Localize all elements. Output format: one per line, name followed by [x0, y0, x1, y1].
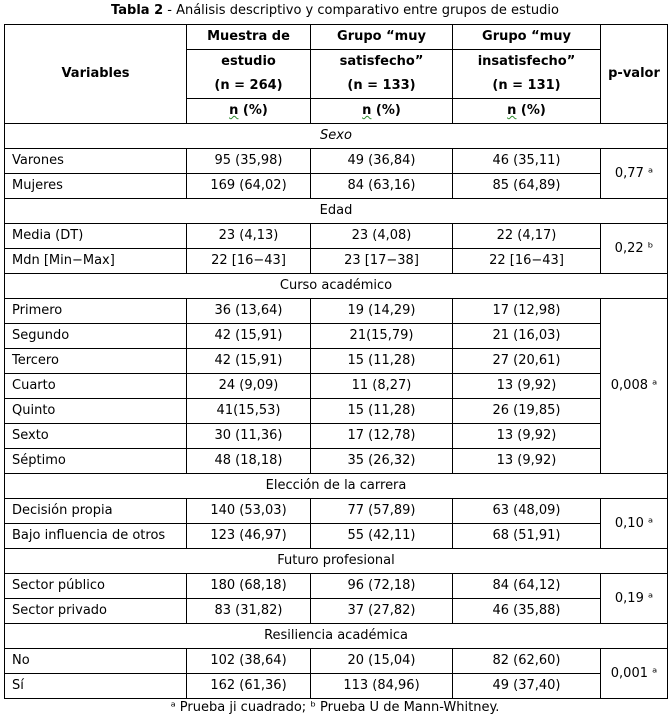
table-row [5, 449, 668, 474]
table-row [5, 649, 668, 674]
cell-insatisfecho: 13 (9,92) [453, 424, 601, 449]
row-label: No [5, 649, 187, 674]
cell-muestra: 162 (61,36) [187, 674, 311, 699]
cell-insatisfecho: 27 (20,61) [453, 349, 601, 374]
cell-satisfecho: 23 (4,08) [311, 224, 453, 249]
row-label: Media (DT) [5, 224, 187, 249]
section-title: Edad [5, 199, 668, 224]
table-caption [0, 0, 670, 22]
table-row [5, 224, 668, 249]
table-row [5, 249, 668, 274]
row-label: Primero [5, 299, 187, 324]
header-variables: Variables [5, 25, 187, 124]
table-row [5, 324, 668, 349]
table-row [5, 499, 668, 524]
header-col1-line2: estudio [187, 50, 311, 75]
unit-pct: (%) [516, 103, 546, 118]
row-label: Varones [5, 149, 187, 174]
unit-pct: (%) [371, 103, 401, 118]
header-col3-line2: insatisfecho” [453, 50, 601, 75]
cell-satisfecho: 20 (15,04) [311, 649, 453, 674]
header-col3-line3: (n = 131) [453, 74, 601, 99]
cell-muestra: 36 (13,64) [187, 299, 311, 324]
unit-n: n [507, 103, 517, 118]
cell-insatisfecho: 63 (48,09) [453, 499, 601, 524]
cell-satisfecho: 49 (36,84) [311, 149, 453, 174]
section-title: Curso académico [5, 274, 668, 299]
data-table [4, 24, 668, 699]
cell-insatisfecho: 82 (62,60) [453, 649, 601, 674]
header-unit-col3 [453, 99, 601, 124]
cell-muestra: 169 (64,02) [187, 174, 311, 199]
table-row [5, 149, 668, 174]
cell-muestra: 140 (53,03) [187, 499, 311, 524]
p-value: 0,10 ᵃ [601, 499, 668, 549]
header-col2-line2: satisfecho” [311, 50, 453, 75]
p-value: 0,001 ᵃ [601, 649, 668, 699]
cell-insatisfecho: 21 (16,03) [453, 324, 601, 349]
section-row [5, 124, 668, 149]
row-label: Sexto [5, 424, 187, 449]
table-footnote: ᵃ Prueba ji cuadrado; ᵇ Prueba U de Mann-Whitney. [170, 700, 500, 715]
section-title: Resiliencia académica [5, 624, 668, 649]
table-body [5, 124, 668, 699]
row-label: Tercero [5, 349, 187, 374]
header-unit-col1 [187, 99, 311, 124]
cell-muestra: 22 [16−43] [187, 249, 311, 274]
cell-insatisfecho: 13 (9,92) [453, 449, 601, 474]
cell-insatisfecho: 85 (64,89) [453, 174, 601, 199]
cell-satisfecho: 15 (11,28) [311, 399, 453, 424]
section-row [5, 474, 668, 499]
row-label: Sí [5, 674, 187, 699]
row-label: Quinto [5, 399, 187, 424]
cell-satisfecho: 23 [17−38] [311, 249, 453, 274]
cell-insatisfecho: 84 (64,12) [453, 574, 601, 599]
cell-muestra: 23 (4,13) [187, 224, 311, 249]
p-value: 0,77 ᵃ [601, 149, 668, 199]
cell-satisfecho: 11 (8,27) [311, 374, 453, 399]
unit-pct: (%) [238, 103, 268, 118]
cell-satisfecho: 84 (63,16) [311, 174, 453, 199]
cell-insatisfecho: 22 [16−43] [453, 249, 601, 274]
cell-muestra: 42 (15,91) [187, 324, 311, 349]
header-pvalor: p-valor [601, 25, 668, 124]
cell-insatisfecho: 46 (35,88) [453, 599, 601, 624]
row-label: Sector público [5, 574, 187, 599]
section-title: Elección de la carrera [5, 474, 668, 499]
section-row [5, 624, 668, 649]
table-row [5, 299, 668, 324]
table-row [5, 349, 668, 374]
caption-label: Tabla 2 [111, 3, 164, 18]
section-row [5, 199, 668, 224]
cell-muestra: 48 (18,18) [187, 449, 311, 474]
row-label: Séptimo [5, 449, 187, 474]
cell-muestra: 42 (15,91) [187, 349, 311, 374]
table-header [5, 25, 668, 124]
row-label: Decisión propia [5, 499, 187, 524]
table-row [5, 174, 668, 199]
cell-muestra: 83 (31,82) [187, 599, 311, 624]
cell-satisfecho: 55 (42,11) [311, 524, 453, 549]
cell-muestra: 102 (38,64) [187, 649, 311, 674]
table-row [5, 399, 668, 424]
row-label: Mujeres [5, 174, 187, 199]
cell-muestra: 41(15,53) [187, 399, 311, 424]
cell-satisfecho: 21(15,79) [311, 324, 453, 349]
cell-satisfecho: 35 (26,32) [311, 449, 453, 474]
cell-muestra: 123 (46,97) [187, 524, 311, 549]
table-row [5, 424, 668, 449]
cell-insatisfecho: 46 (35,11) [453, 149, 601, 174]
cell-insatisfecho: 22 (4,17) [453, 224, 601, 249]
cell-insatisfecho: 68 (51,91) [453, 524, 601, 549]
section-title: Sexo [5, 124, 668, 149]
p-value: 0,22 ᵇ [601, 224, 668, 274]
section-row [5, 549, 668, 574]
cell-muestra: 95 (35,98) [187, 149, 311, 174]
row-label: Cuarto [5, 374, 187, 399]
unit-n: n [229, 103, 239, 118]
table-row [5, 374, 668, 399]
header-col1-line3: (n = 264) [187, 74, 311, 99]
cell-insatisfecho: 17 (12,98) [453, 299, 601, 324]
table-row [5, 524, 668, 549]
header-col3-line1: Grupo “muy [453, 25, 601, 50]
row-label: Mdn [Min−Max] [5, 249, 187, 274]
table-row [5, 574, 668, 599]
section-title: Futuro profesional [5, 549, 668, 574]
cell-satisfecho: 37 (27,82) [311, 599, 453, 624]
cell-satisfecho: 15 (11,28) [311, 349, 453, 374]
row-label: Sector privado [5, 599, 187, 624]
section-row [5, 274, 668, 299]
caption-text: - Análisis descriptivo y comparativo entre grupos de estudio [163, 3, 559, 18]
cell-insatisfecho: 26 (19,85) [453, 399, 601, 424]
row-label: Bajo influencia de otros [5, 524, 187, 549]
cell-satisfecho: 17 (12,78) [311, 424, 453, 449]
cell-muestra: 180 (68,18) [187, 574, 311, 599]
header-col2-line3: (n = 133) [311, 74, 453, 99]
cell-satisfecho: 77 (57,89) [311, 499, 453, 524]
cell-muestra: 24 (9,09) [187, 374, 311, 399]
header-col1-line1: Muestra de [187, 25, 311, 50]
cell-satisfecho: 19 (14,29) [311, 299, 453, 324]
cell-satisfecho: 96 (72,18) [311, 574, 453, 599]
cell-satisfecho: 113 (84,96) [311, 674, 453, 699]
header-unit-col2 [311, 99, 453, 124]
cell-insatisfecho: 49 (37,40) [453, 674, 601, 699]
unit-n: n [362, 103, 372, 118]
cell-insatisfecho: 13 (9,92) [453, 374, 601, 399]
table-row [5, 674, 668, 699]
p-value: 0,19 ᵃ [601, 574, 668, 624]
table-row [5, 599, 668, 624]
row-label: Segundo [5, 324, 187, 349]
cell-muestra: 30 (11,36) [187, 424, 311, 449]
p-value: 0,008 ᵃ [601, 299, 668, 474]
header-col2-line1: Grupo “muy [311, 25, 453, 50]
